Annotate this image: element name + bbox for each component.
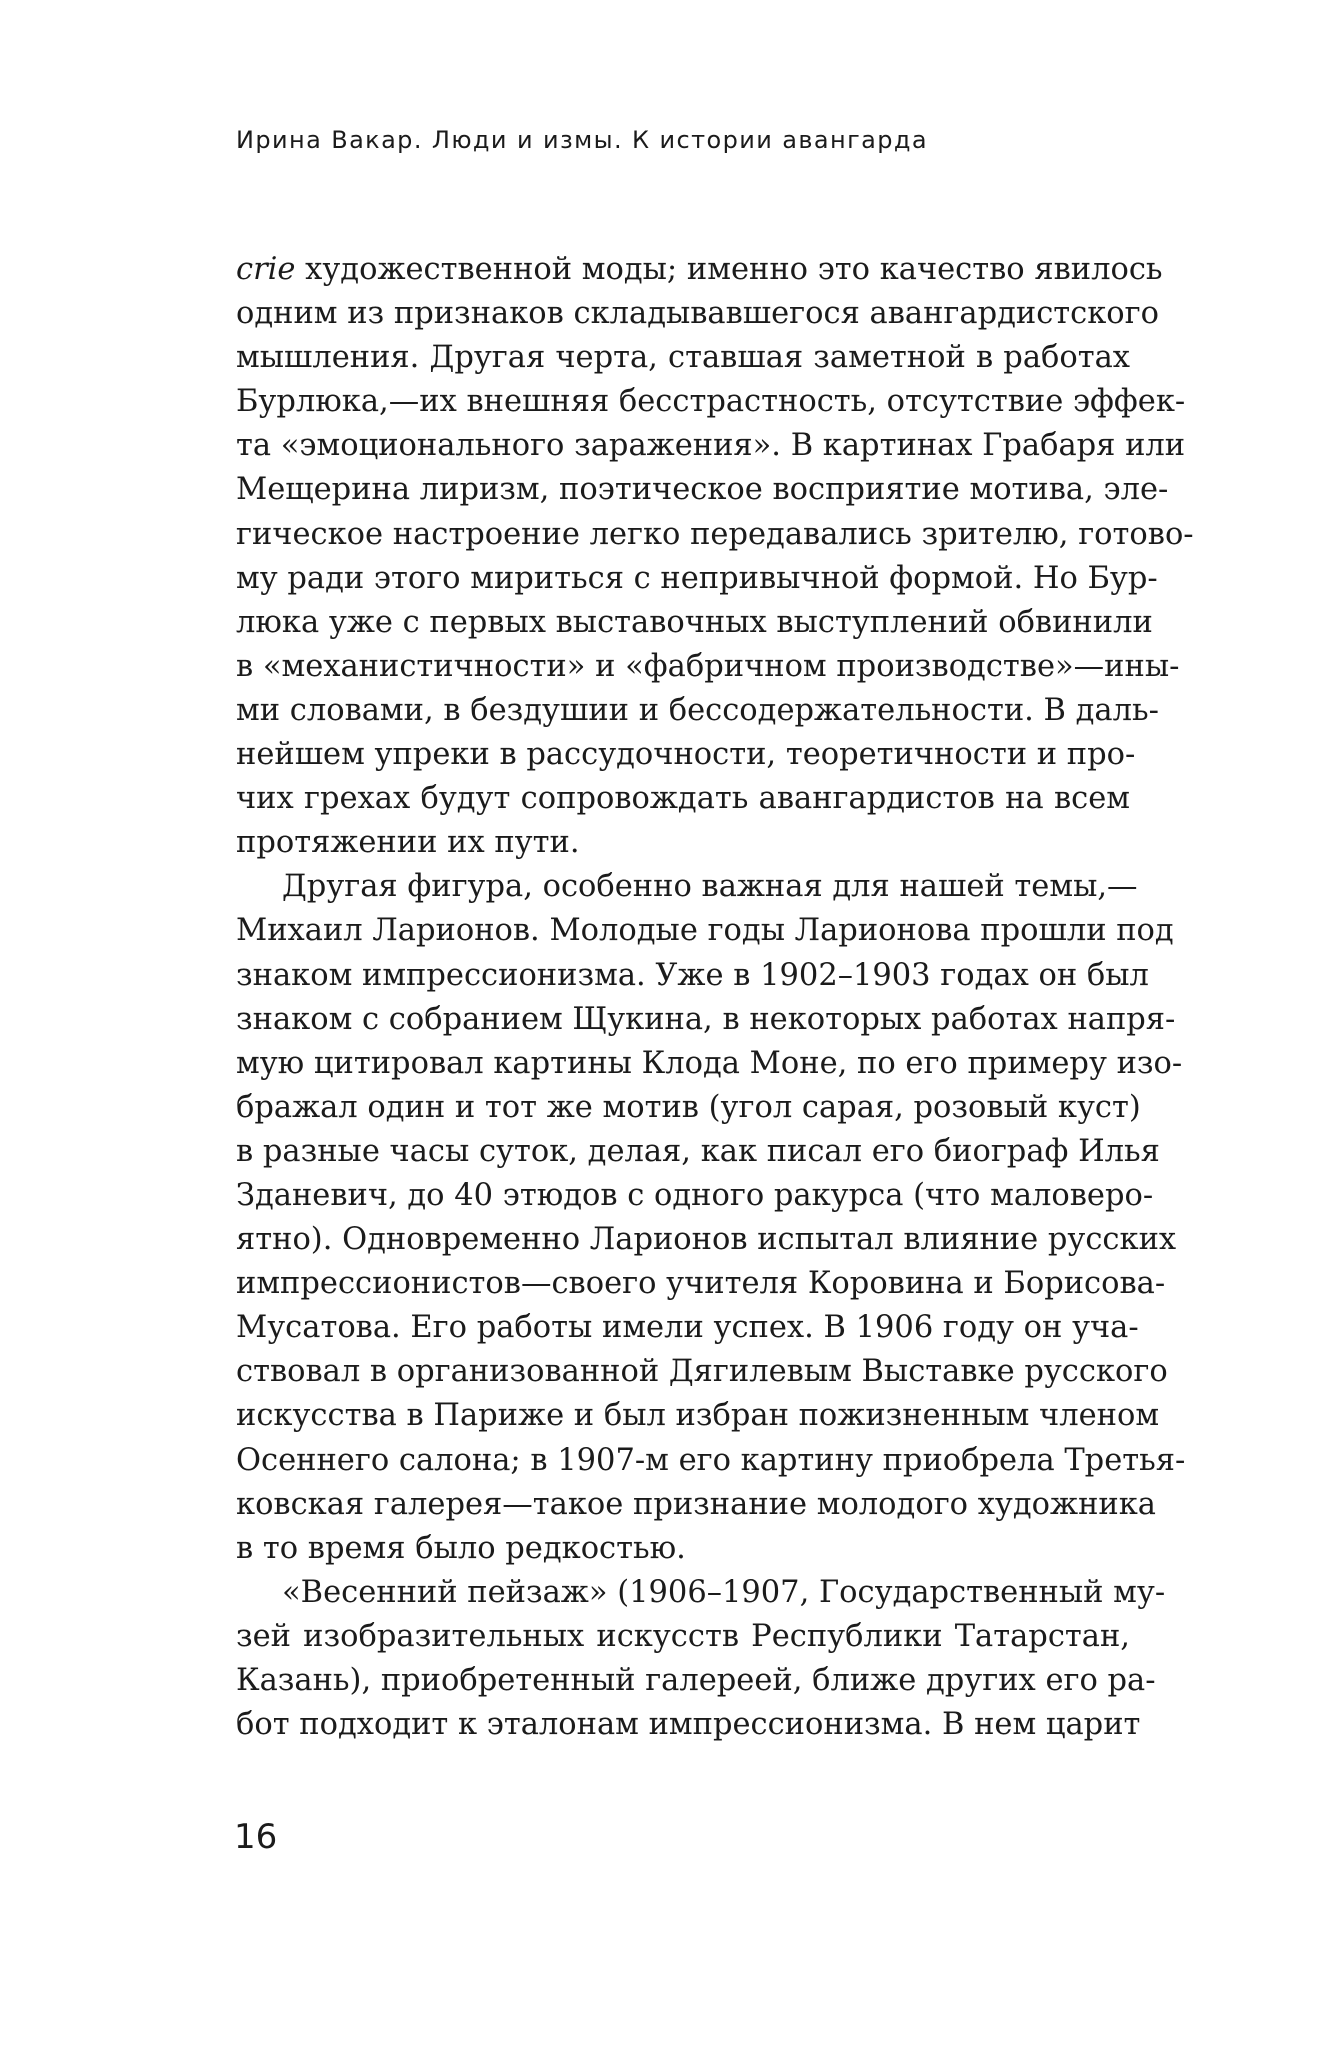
text-line: зей изобразительных искусств Республики Татарстан, xyxy=(236,1618,1130,1654)
text-line: Другая фигура, особенно важная для нашей темы,— xyxy=(282,869,1138,905)
text-line: ствовал в организованной Дягилевым Выставке русского xyxy=(236,1354,1168,1390)
text-line: ятно). Одновременно Ларионов испытал влияние русских xyxy=(236,1222,1177,1258)
paragraph-2 xyxy=(236,865,1186,1571)
paragraph-3 xyxy=(236,1571,1166,1747)
text-line: Зданевич, до 40 этюдов с одного ракурса (что маловеро- xyxy=(236,1177,1154,1213)
text-line: в «механистичности» и «фабричном производстве»—ины- xyxy=(236,648,1180,684)
text-line: искусства в Париже и был избран пожизненным членом xyxy=(236,1398,1160,1434)
text-line: гическое настроение легко передавались зрителю, готово- xyxy=(236,516,1194,552)
running-head: Ирина Вакар. Люди и измы. К истории авангарда xyxy=(236,126,928,154)
text-line: в разные часы суток, делая, как писал его биограф Илья xyxy=(236,1133,1160,1169)
text-line: знаком с собранием Щукина, в некоторых работах напря- xyxy=(236,1001,1176,1037)
text-line: одним из признаков складывавшегося авангардистского xyxy=(236,296,1160,332)
text-line: Мещерина лиризм, поэтическое восприятие мотива, эле- xyxy=(236,472,1169,508)
text-line: протяжении их пути. xyxy=(236,825,580,861)
text-line: Казань), приобретенный галереей, ближе других его ра- xyxy=(236,1663,1156,1698)
text-line: чих грехах будут сопровождать авангардистов на всем xyxy=(236,781,1130,817)
text-line: люка уже с первых выставочных выступлений обвинили xyxy=(236,604,1153,640)
text-line: мую цитировал картины Клода Моне, по его примеру изо- xyxy=(236,1045,1183,1081)
text-line: ковская галерея—такое признание молодого художника xyxy=(236,1486,1156,1522)
text-line: импрессионистов—своего учителя Коровина и Борисова- xyxy=(236,1266,1166,1302)
text-line: знаком импрессионизма. Уже в 1902–1903 годах он был xyxy=(236,957,1149,993)
text-line: «Весенний пейзаж» (1906–1907, Государственный му- xyxy=(282,1574,1166,1610)
text-line: Михаил Ларионов. Молодые годы Ларионова прошли под xyxy=(236,913,1174,949)
body-text xyxy=(236,248,1194,1747)
text-line xyxy=(236,248,1163,292)
text-line: му ради этого мириться с непривычной формой. Но Бур- xyxy=(236,560,1158,596)
text-line: ми словами, в бездушии и бессодержательности. В даль- xyxy=(236,692,1159,728)
text-line: мышления. Другая черта, ставшая заметной в работах xyxy=(236,340,1130,376)
text-line: Мусатова. Его работы имели успех. В 1906 году он уча- xyxy=(236,1310,1139,1346)
text-line: бражал один и тот же мотив (угол сарая, розовый куст) xyxy=(236,1089,1141,1125)
text-line: Бурлюка,—их внешняя бесстрастность, отсутствие эффек- xyxy=(236,384,1186,420)
paragraph-1 xyxy=(236,248,1194,865)
text-line: в то время было редкостью. xyxy=(236,1530,686,1566)
line-rest: художественной моды; именно это качество явилось xyxy=(295,252,1163,287)
text-line: та «эмоционального заражения». В картинах Грабаря или xyxy=(236,428,1186,464)
text-line: нейшем упреки в рассудочности, теоретичности и про- xyxy=(236,737,1136,773)
text-line: Осеннего салона; в 1907-м его картину приобрела Третья- xyxy=(236,1442,1186,1478)
italic-word: crie xyxy=(236,252,296,287)
text-line: бот подходит к эталонам импрессионизма. В нем царит xyxy=(236,1707,1141,1743)
page-number: 16 xyxy=(234,1817,278,1857)
